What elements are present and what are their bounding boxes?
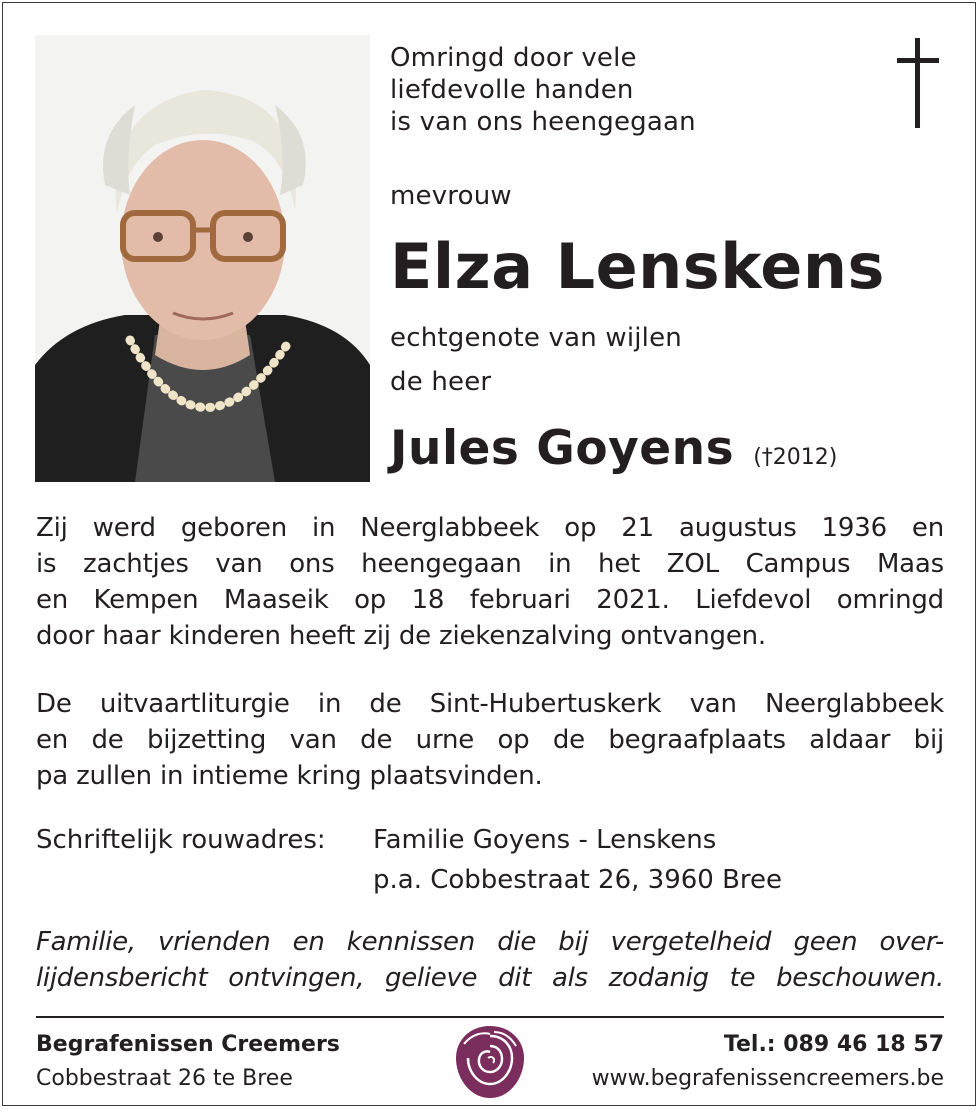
- spouse-death-year: (†2012): [753, 445, 838, 470]
- footer-divider: [36, 1016, 944, 1018]
- spouse-block: [390, 422, 837, 476]
- paragraph-line: is zachtjes van ons heengegaan in het ZOL Campus Maas: [36, 549, 944, 579]
- address-line: p.a. Cobbestraat 26, 3960 Bree: [373, 865, 783, 895]
- spouse-intro: [390, 322, 682, 398]
- company-name: Begrafenissen Creemers: [36, 1032, 340, 1057]
- company-street: Cobbestraat 26 te Bree: [36, 1066, 293, 1091]
- address-line: Familie Goyens - Lenskens: [373, 825, 717, 855]
- paragraph-line: pa zullen in intieme kring plaatsvinden.: [36, 761, 543, 791]
- address-label: Schriftelijk rouwadres:: [36, 825, 326, 855]
- paragraph-line: De uitvaartliturgie in de Sint-Hubertuskerk van Neerglabbeek: [36, 689, 944, 719]
- note-line: lijdensbericht ontvingen, gelieve dit als zodanig te beschouwen.: [36, 963, 944, 993]
- notice-note: [36, 924, 944, 996]
- portrait-illustration: [35, 35, 370, 482]
- intro-line: Omringd door vele: [390, 43, 637, 73]
- note-line: Familie, vrienden en kennissen die bij vergetelheid geen over-: [36, 927, 944, 957]
- rose-icon: [452, 1022, 528, 1102]
- paragraph-line: en Kempen Maaseik op 18 februari 2021. Liefdevol omringd: [36, 585, 944, 615]
- funeral-paragraph: [36, 686, 944, 794]
- spouse-intro-line: echtgenote van wijlen: [390, 323, 682, 353]
- paragraph-line: door haar kinderen heeft zij de ziekenzalving ontvangen.: [36, 621, 766, 651]
- portrait-photo: [35, 35, 370, 482]
- biography-paragraph: [36, 510, 944, 654]
- paragraph-line: Zij werd geboren in Neerglabbeek op 21 augustus 1936 en: [36, 513, 944, 543]
- title-prefix: mevrouw: [390, 181, 512, 211]
- spouse-intro-line: de heer: [390, 367, 492, 397]
- latin-cross-icon: [895, 38, 941, 128]
- company-phone: Tel.: 089 46 18 57: [723, 1032, 944, 1057]
- intro-line: liefdevolle handen: [390, 75, 634, 105]
- paragraph-line: en de bijzetting van de urne op de begraafplaats aldaar bij: [36, 725, 944, 755]
- deceased-name: Elza Lenskens: [390, 230, 885, 303]
- footer-left: [36, 1030, 340, 1094]
- company-website[interactable]: www.begrafenissencreemers.be: [591, 1066, 944, 1091]
- address-block: [373, 820, 782, 900]
- spouse-name: Jules Goyens: [390, 421, 735, 476]
- footer-right: [592, 1030, 944, 1094]
- intro-line: is van ons heengegaan: [390, 107, 696, 137]
- intro-text: [390, 42, 696, 138]
